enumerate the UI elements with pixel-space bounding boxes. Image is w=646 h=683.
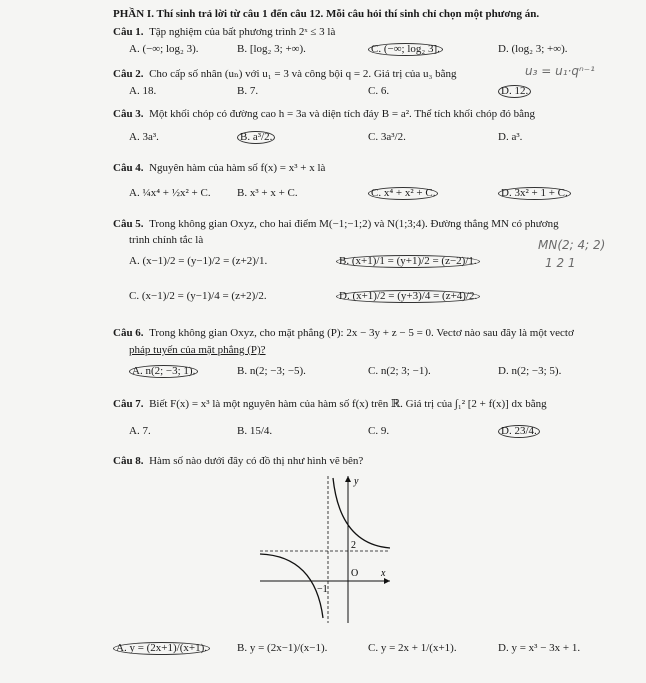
question-5: Câu 5. Trong không gian Oxyz, cho hai điểm M(−1;−1;2) và N(1;3;4). Đường thẳng MN có phương xyxy=(113,218,559,230)
q7-option-b[interactable]: B. 15/4. xyxy=(237,425,273,437)
q7-option-c[interactable]: C. 9. xyxy=(368,425,390,437)
q7-option-d[interactable]: D. 23/4. xyxy=(498,425,540,438)
q6-option-d[interactable]: D. n(2; −3; 5). xyxy=(498,365,562,377)
y-axis-arrow-icon xyxy=(345,476,351,482)
q8-option-a[interactable]: A. y = (2x+1)/(x+1). xyxy=(113,642,210,655)
q1-option-a[interactable]: A. (−∞; log₂ 3). xyxy=(129,43,199,55)
q6-option-a[interactable]: A. n(2; −3; 1). xyxy=(129,365,198,378)
function-graph xyxy=(255,468,395,628)
tick-2-label: 2 xyxy=(351,540,356,551)
y-axis-label: y xyxy=(354,476,359,487)
x-axis-label: x xyxy=(381,568,386,579)
q4-option-d[interactable]: D. 3x² + 1 + C. xyxy=(498,187,571,200)
q5-option-c[interactable]: C. (x−1)/2 = (y−1)/4 = (z+2)/2. xyxy=(129,290,267,302)
q2-option-d[interactable]: D. 12. xyxy=(498,85,531,98)
right-branch xyxy=(333,478,390,548)
question-6: Câu 6. Trong không gian Oxyz, cho mặt phẳng (P): 2x − 3y + z − 5 = 0. Vectơ nào sau đây là một vectơ xyxy=(113,327,574,339)
q4-option-a[interactable]: A. ¼x⁴ + ½x² + C. xyxy=(129,187,211,199)
q2-option-c[interactable]: C. 6. xyxy=(368,85,390,97)
q3-option-a[interactable]: A. 3a³. xyxy=(129,131,159,143)
q3-option-b[interactable]: B. a³/2. xyxy=(237,131,275,144)
question-1: Câu 1. Tập nghiệm của bất phương trình 2ˣ ≤ 3 là xyxy=(113,26,336,38)
q2-option-a[interactable]: A. 18. xyxy=(129,85,157,97)
question-8: Câu 8. Hàm số nào dưới đây có đồ thị như hình vẽ bên? xyxy=(113,455,364,467)
left-branch xyxy=(260,554,323,618)
question-7: Câu 7. Biết F(x) = x³ là một nguyên hàm của hàm số f(x) trên ℝ. Giá trị của ∫₁² [2 + f(x)] dx bằng xyxy=(113,398,547,410)
q4-option-c[interactable]: C. x⁴ + x² + C. xyxy=(368,187,438,200)
q1-option-c[interactable]: C. (−∞; log₂ 3]. xyxy=(368,43,443,56)
q3-option-c[interactable]: C. 3a³/2. xyxy=(368,131,406,143)
q3-option-d[interactable]: D. a³. xyxy=(498,131,523,143)
q8-option-d[interactable]: D. y = x³ − 3x + 1. xyxy=(498,642,581,654)
section-header: PHẦN I. Thí sinh trả lời từ câu 1 đến câu 12. Mỗi câu hỏi thí sinh chỉ chọn một phương án. xyxy=(113,8,540,20)
q8-option-b[interactable]: B. y = (2x−1)/(x−1). xyxy=(237,642,328,654)
tick-minus-1-label: −1 xyxy=(317,584,328,595)
question-2: Câu 2. Cho cấp số nhân (uₙ) với u₁ = 3 và công bội q = 2. Giá trị của u₃ bằng xyxy=(113,68,457,80)
q5-option-a[interactable]: A. (x−1)/2 = (y−1)/2 = (z+2)/1. xyxy=(129,255,268,267)
question-5-cont: trình chính tắc là xyxy=(129,234,204,246)
question-3: Câu 3. Một khối chóp có đường cao h = 3a và diện tích đáy B = a². Thể tích khối chóp đó bằng xyxy=(113,108,535,120)
q4-option-b[interactable]: B. x³ + x + C. xyxy=(237,187,298,199)
q1-option-b[interactable]: B. [log₂ 3; +∞). xyxy=(237,43,306,55)
q1-option-d[interactable]: D. (log₂ 3; +∞). xyxy=(498,43,568,55)
q8-option-c[interactable]: C. y = 2x + 1/(x+1). xyxy=(368,642,457,654)
q5-option-b[interactable]: B. (x+1)/1 = (y+1)/2 = (z−2)/1. xyxy=(336,255,480,268)
q6-option-b[interactable]: B. n(2; −3; −5). xyxy=(237,365,306,377)
question-4: Câu 4. Nguyên hàm của hàm số f(x) = x³ + x là xyxy=(113,162,326,174)
question-6-cont: pháp tuyến của mặt phẳng (P)? xyxy=(129,344,266,356)
origin-label: O xyxy=(351,568,359,579)
handwritten-note-vector: MN(2; 4; 2) xyxy=(538,238,606,252)
q6-option-c[interactable]: C. n(2; 3; −1). xyxy=(368,365,431,377)
handwritten-note-numbers: 1 2 1 xyxy=(545,256,576,270)
q2-option-b[interactable]: B. 7. xyxy=(237,85,259,97)
q7-option-a[interactable]: A. 7. xyxy=(129,425,151,437)
q5-option-d[interactable]: D. (x+1)/2 = (y+3)/4 = (z+4)/2. xyxy=(336,290,480,303)
handwritten-note-formula: u₃ = u₁·qⁿ⁻¹ xyxy=(525,64,595,78)
